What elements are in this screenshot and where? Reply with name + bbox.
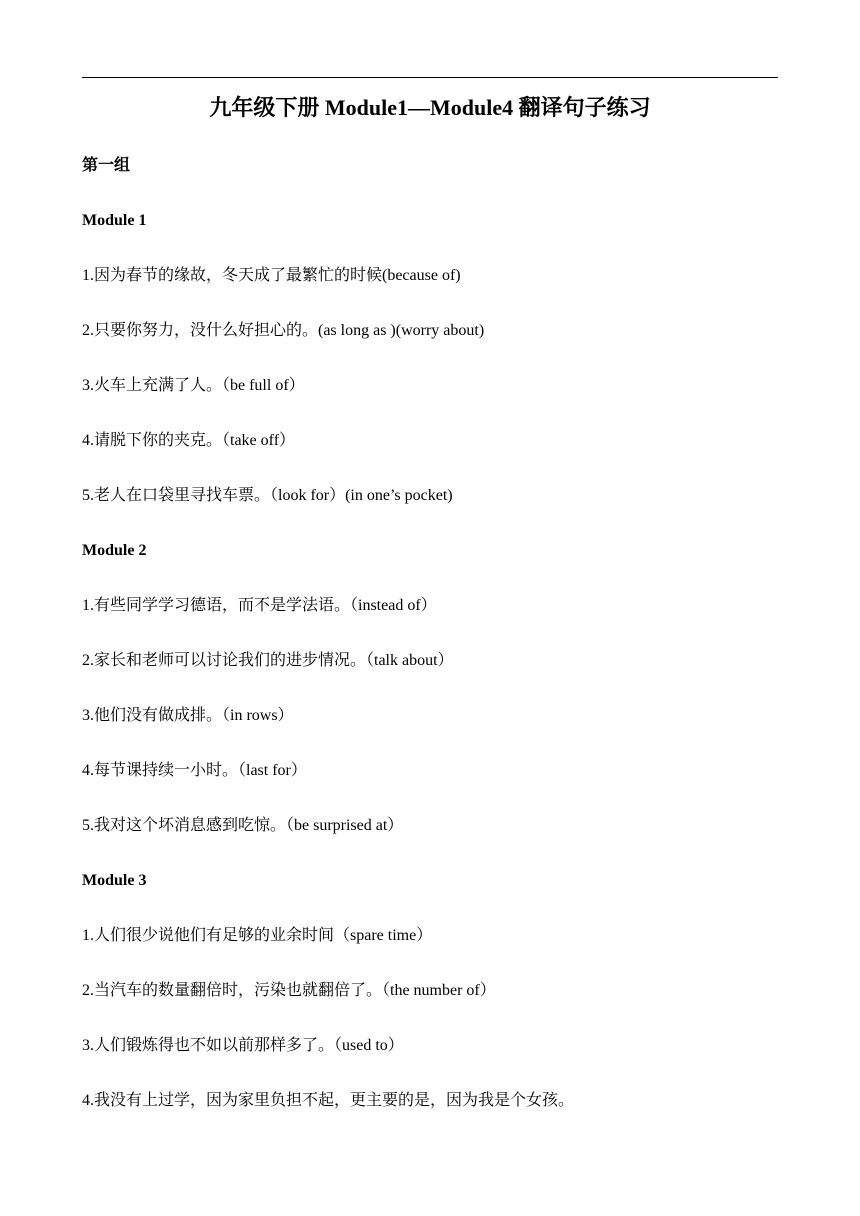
section-heading: Module 2	[82, 542, 147, 559]
exercise-sentence: 3.他们没有做成排。（in rows）	[82, 707, 294, 724]
exercise-list	[82, 153, 782, 1143]
section-heading: Module 1	[82, 212, 147, 229]
exercise-sentence: 5.老人在口袋里寻找车票。（look for）(in one’s pocket)	[82, 487, 453, 504]
exercise-sentence: 4.请脱下你的夹克。（take off）	[82, 432, 296, 449]
section-heading: Module 3	[82, 872, 147, 889]
exercise-sentence: 1.人们很少说他们有足够的业余时间（spare time）	[82, 927, 433, 944]
exercise-sentence: 2.当汽车的数量翻倍时，污染也就翻倍了。（the number of）	[82, 982, 496, 999]
header-rule	[82, 77, 778, 78]
exercise-sentence: 4.我没有上过学，因为家里负担不起，更主要的是，因为我是个女孩。	[82, 1092, 575, 1109]
exercise-sentence: 2.家长和老师可以讨论我们的进步情况。（talk about）	[82, 652, 454, 669]
exercise-sentence: 4.每节课持续一小时。（last for）	[82, 762, 307, 779]
exercise-sentence: 3.人们锻炼得也不如以前那样多了。（used to）	[82, 1037, 404, 1054]
exercise-sentence: 1.有些同学学习德语，而不是学法语。（instead of）	[82, 597, 437, 614]
exercise-sentence: 5.我对这个坏消息感到吃惊。（be surprised at）	[82, 817, 404, 834]
exercise-sentence: 1.因为春节的缘故，冬天成了最繁忙的时候(because of)	[82, 267, 461, 284]
section-heading: 第一组	[82, 157, 131, 174]
exercise-sentence: 2.只要你努力，没什么好担心的。(as long as )(worry about)	[82, 322, 485, 339]
page-title: 九年级下册 Module1—Module4 翻译句子练习	[209, 95, 651, 120]
exercise-sentence: 3.火车上充满了人。（be full of）	[82, 377, 305, 394]
